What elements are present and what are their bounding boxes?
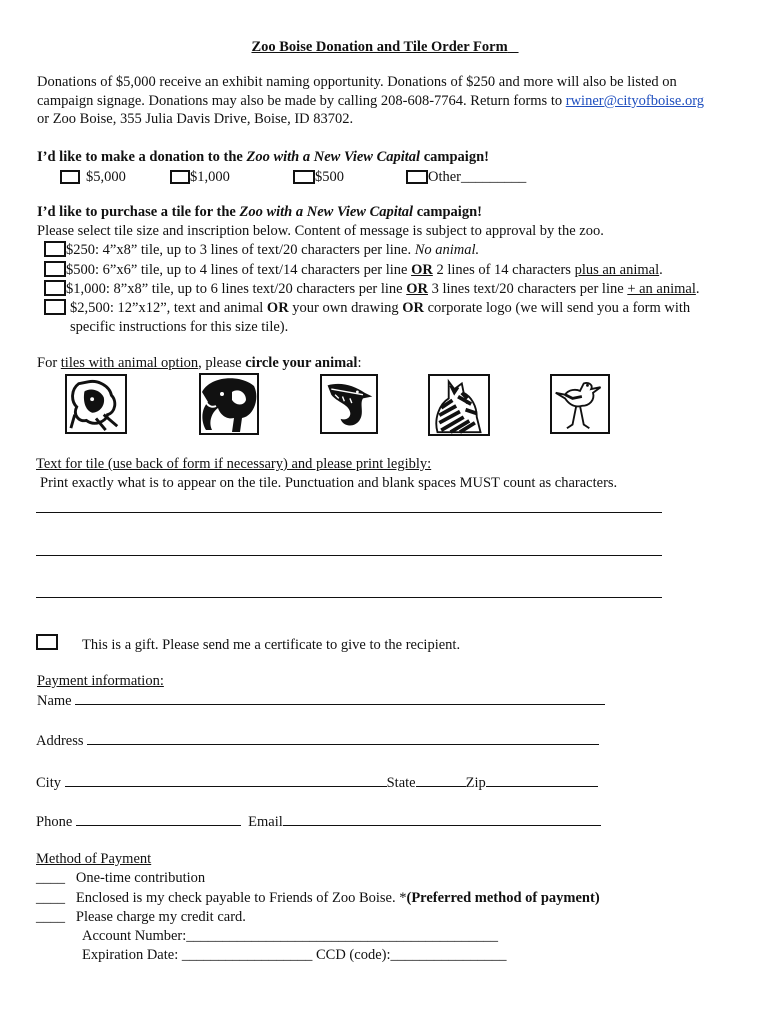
tile-text-label: Text for tile (use back of form if necessary) and please print legibly: (36, 456, 432, 472)
payment-heading: Payment information: (37, 673, 164, 689)
tile-2500-checkbox[interactable] (44, 299, 66, 315)
method-onetime[interactable]: ____ One-time contribution (36, 870, 206, 886)
donation-1000-label: $1,000 (190, 169, 230, 185)
email-label: Email (248, 814, 283, 830)
account-number-field[interactable]: Account Number:___________________________________________ (82, 928, 499, 944)
intro-line-1: Donations of $5,000 receive an exhibit naming opportunity. Donations of $250 and more will also be listed on (37, 74, 677, 90)
gift-label: This is a gift. Please send me a certificate to give to the recipient. (82, 637, 461, 653)
phone-email-row (36, 812, 601, 831)
tile-instructions: Please select tile size and inscription below. Content of message is subject to approval by the zoo. (37, 223, 604, 239)
zebra-icon[interactable] (428, 374, 490, 436)
phone-field[interactable] (76, 812, 241, 826)
ccd-field[interactable]: ________________ (390, 947, 507, 963)
zip-field[interactable] (486, 773, 598, 787)
expiration-field[interactable]: __________________ (181, 947, 313, 963)
animal-prompt: For tiles with animal option, please circle your animal: (37, 355, 362, 371)
tile-250-label: $250: 4”x8” tile, up to 3 lines of text/20 characters per line. No animal. (66, 242, 480, 258)
email-field[interactable] (283, 812, 601, 826)
phone-label: Phone (36, 814, 73, 830)
crane-icon[interactable] (550, 374, 610, 434)
tile-text-note: Print exactly what is to appear on the tile. Punctuation and blank spaces MUST count as characters. (40, 475, 618, 491)
tile-text-line-1[interactable] (36, 512, 662, 513)
tile-500-checkbox[interactable] (44, 261, 66, 277)
city-state-zip-row (36, 773, 598, 792)
method-heading: Method of Payment (36, 851, 152, 867)
tile-text-line-3[interactable] (36, 597, 662, 598)
tile-1000-checkbox[interactable] (44, 280, 66, 296)
lion-icon[interactable] (65, 374, 127, 434)
method-check[interactable]: ____ Enclosed is my check payable to Friends of Zoo Boise. *(Preferred method of payment) (36, 890, 600, 906)
expiration-label: Expiration Date: (82, 947, 182, 963)
name-field[interactable]: Name (37, 691, 605, 710)
state-label: State (386, 775, 416, 791)
state-field[interactable] (416, 773, 466, 787)
donation-5000-checkbox[interactable] (60, 170, 80, 184)
donation-500-checkbox[interactable] (293, 170, 315, 184)
tile-500-label: $500: 6”x6” tile, up to 4 lines of text/14 characters per line OR 2 lines of 14 characters plus an animal. (66, 262, 663, 278)
alligator-icon[interactable] (320, 374, 378, 434)
city-label: City (36, 775, 61, 791)
address-field[interactable]: Address (36, 731, 599, 750)
gift-checkbox[interactable] (36, 634, 58, 650)
tile-text-line-2[interactable] (36, 555, 662, 556)
donation-other-checkbox[interactable] (406, 170, 428, 184)
ccd-label: CCD (code): (312, 947, 391, 963)
intro-line-3: or Zoo Boise, 355 Julia Davis Drive, Boise, ID 83702. (37, 111, 354, 127)
tile-2500-label-line2: specific instructions for this size tile). (70, 319, 289, 335)
tile-heading: I’d like to purchase a tile for the Zoo with a New View Capital campaign! (37, 204, 482, 220)
method-credit-card[interactable]: ____ Please charge my credit card. (36, 909, 246, 925)
donation-other-label: Other_________ (428, 169, 527, 185)
donation-heading: I’d like to make a donation to the Zoo with a New View Capital campaign! (37, 149, 489, 165)
email-link[interactable]: rwiner@cityofboise.org (565, 93, 705, 109)
donation-1000-checkbox[interactable] (170, 170, 190, 184)
donation-500-label: $500 (315, 169, 344, 185)
elephant-icon[interactable] (196, 372, 262, 436)
tile-1000-label: $1,000: 8”x8” tile, up to 6 lines text/20 characters per line OR 3 lines text/20 characters per line + an animal. (66, 281, 700, 297)
donation-5000-label: $5,000 (86, 169, 126, 185)
expiration-ccd-row (82, 946, 506, 964)
intro-line-2: campaign signage. Donations may also be made by calling 208-608-7764. Return forms to rwiner@cityofboise.org (37, 93, 705, 109)
zip-label: Zip (465, 775, 486, 791)
tile-250-checkbox[interactable] (44, 241, 66, 257)
tile-2500-label: $2,500: 12”x12”, text and animal OR your own drawing OR corporate logo (we will send you a form with (70, 300, 691, 316)
city-field[interactable] (65, 773, 387, 787)
form-title: Zoo Boise Donation and Tile Order Form (251, 39, 508, 55)
